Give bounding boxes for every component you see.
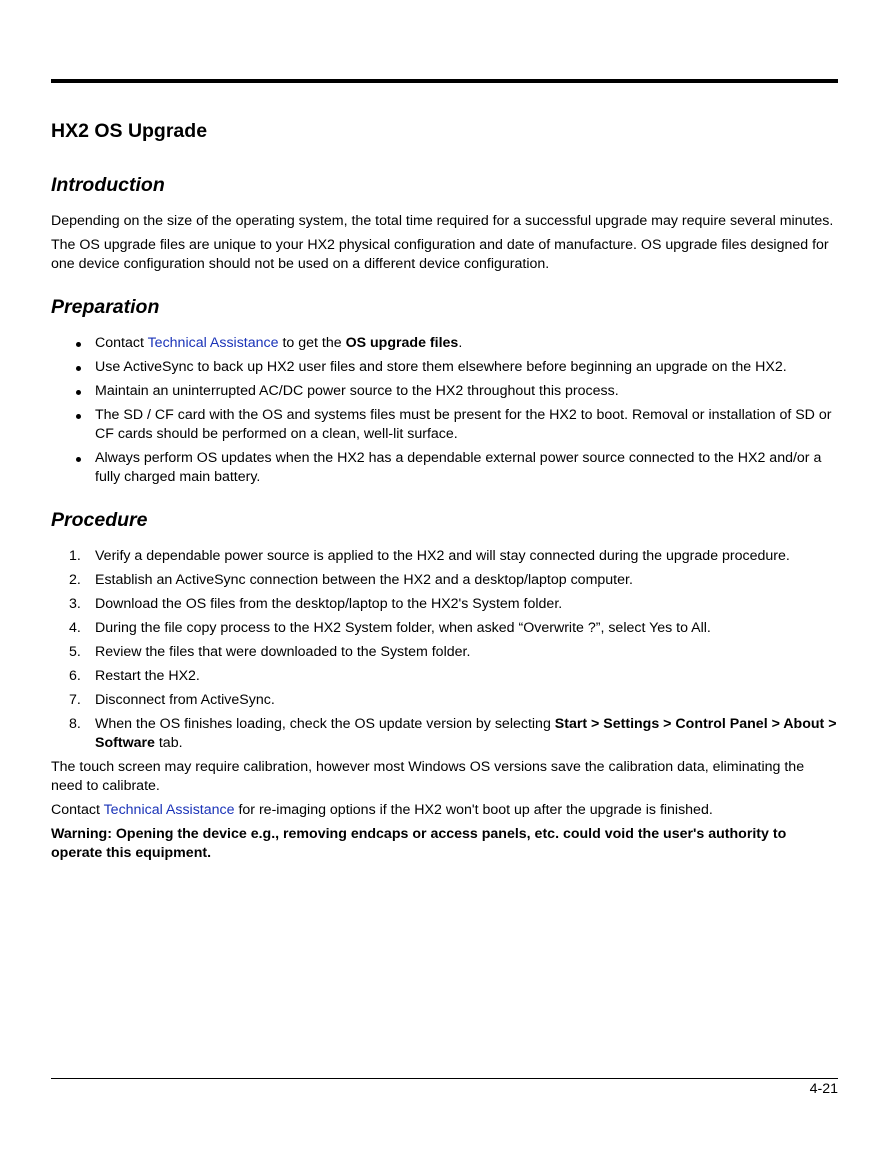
step-number: 3.	[69, 596, 81, 612]
procedure-heading: Procedure	[51, 509, 148, 531]
step-text: Establish an ActiveSync connection between the HX2 and a desktop/laptop computer.	[95, 572, 633, 588]
page-number: 4-21	[809, 1081, 838, 1097]
page-title: HX2 OS Upgrade	[51, 120, 208, 142]
list-item	[51, 358, 838, 377]
step-number: 5.	[69, 644, 81, 660]
step-text: During the file copy process to the HX2 System folder, when asked “Overwrite ?”, select Yes to All.	[95, 620, 711, 636]
step-number: 7.	[69, 692, 81, 708]
step-text-before: When the OS finishes loading, check the OS update version by selecting	[95, 716, 555, 732]
step-text-after: tab.	[154, 735, 183, 751]
bullet-text-after: .	[458, 335, 463, 351]
bullet-icon	[76, 366, 81, 371]
list-item	[51, 643, 838, 662]
bullet-text-before: Contact	[95, 335, 148, 351]
intro-paragraph-1: Depending on the size of the operating system, the total time required for a successful upgrade may require several minutes.	[51, 213, 834, 229]
step-number: 2.	[69, 572, 81, 588]
warning-note	[51, 825, 838, 863]
preparation-list	[51, 334, 838, 487]
warning-text: Warning: Opening the device e.g., removing endcaps or access panels, etc. could void the user's authority to operate this equipment.	[51, 826, 787, 861]
list-item	[51, 406, 838, 444]
step-number: 4.	[69, 620, 81, 636]
list-item	[51, 334, 838, 353]
list-item	[51, 571, 838, 590]
preparation-heading: Preparation	[51, 296, 160, 318]
footer-rule	[51, 1078, 838, 1079]
list-item	[51, 595, 838, 614]
step-text: Review the files that were downloaded to the System folder.	[95, 644, 471, 660]
step-text: Verify a dependable power source is applied to the HX2 and will stay connected during the upgrade procedure.	[95, 548, 790, 564]
procedure-list	[51, 547, 838, 753]
contact-text-after: for re-imaging options if the HX2 won't boot up after the upgrade is finished.	[234, 802, 713, 818]
bullet-text-middle: to get the	[278, 335, 346, 351]
contact-text-before: Contact	[51, 802, 104, 818]
list-item	[51, 449, 838, 487]
list-item	[51, 691, 838, 710]
menu-path-bold: Start > Settings > Control Panel > About > Software	[95, 716, 837, 751]
bullet-text: Maintain an uninterrupted AC/DC power source to the HX2 throughout this process.	[95, 383, 619, 399]
technical-assistance-link[interactable]: Technical Assistance	[147, 335, 279, 351]
list-item	[51, 619, 838, 638]
document-page	[51, 0, 838, 1155]
bullet-icon	[76, 414, 81, 419]
introduction-heading: Introduction	[51, 174, 165, 196]
bullet-text: The SD / CF card with the OS and systems files must be present for the HX2 to boot. Removal or installation of SD or CF cards should be performed on a clean, well-lit surface.	[95, 407, 832, 442]
step-number: 1.	[69, 548, 81, 564]
os-upgrade-files-bold: OS upgrade files	[345, 335, 459, 351]
intro-paragraph-2: The OS upgrade files are unique to your HX2 physical configuration and date of manufacture. OS upgrade files designed for one device configuration should not be used on a different device configuration.	[51, 237, 829, 272]
step-text: Download the OS files from the desktop/laptop to the HX2's System folder.	[95, 596, 563, 612]
list-item	[51, 547, 838, 566]
bullet-text: Always perform OS updates when the HX2 has a dependable external power source connected to the HX2 and/or a fully charged main battery.	[95, 450, 822, 485]
step-text: Disconnect from ActiveSync.	[95, 692, 275, 708]
step-number: 6.	[69, 668, 81, 684]
technical-assistance-link[interactable]: Technical Assistance	[103, 802, 235, 818]
header-rule	[51, 79, 838, 83]
bullet-icon	[76, 342, 81, 347]
list-item	[51, 667, 838, 686]
list-item	[51, 715, 838, 753]
bullet-icon	[76, 457, 81, 462]
calibration-note: The touch screen may require calibration, however most Windows OS versions save the calibration data, eliminating the need to calibrate.	[51, 759, 805, 794]
contact-note	[51, 801, 838, 820]
bullet-icon	[76, 390, 81, 395]
document-content	[51, 118, 838, 863]
step-number: 8.	[69, 716, 81, 732]
list-item	[51, 382, 838, 401]
bullet-text: Use ActiveSync to back up HX2 user files and store them elsewhere before beginning an upgrade on the HX2.	[95, 359, 787, 375]
step-text: Restart the HX2.	[95, 668, 200, 684]
